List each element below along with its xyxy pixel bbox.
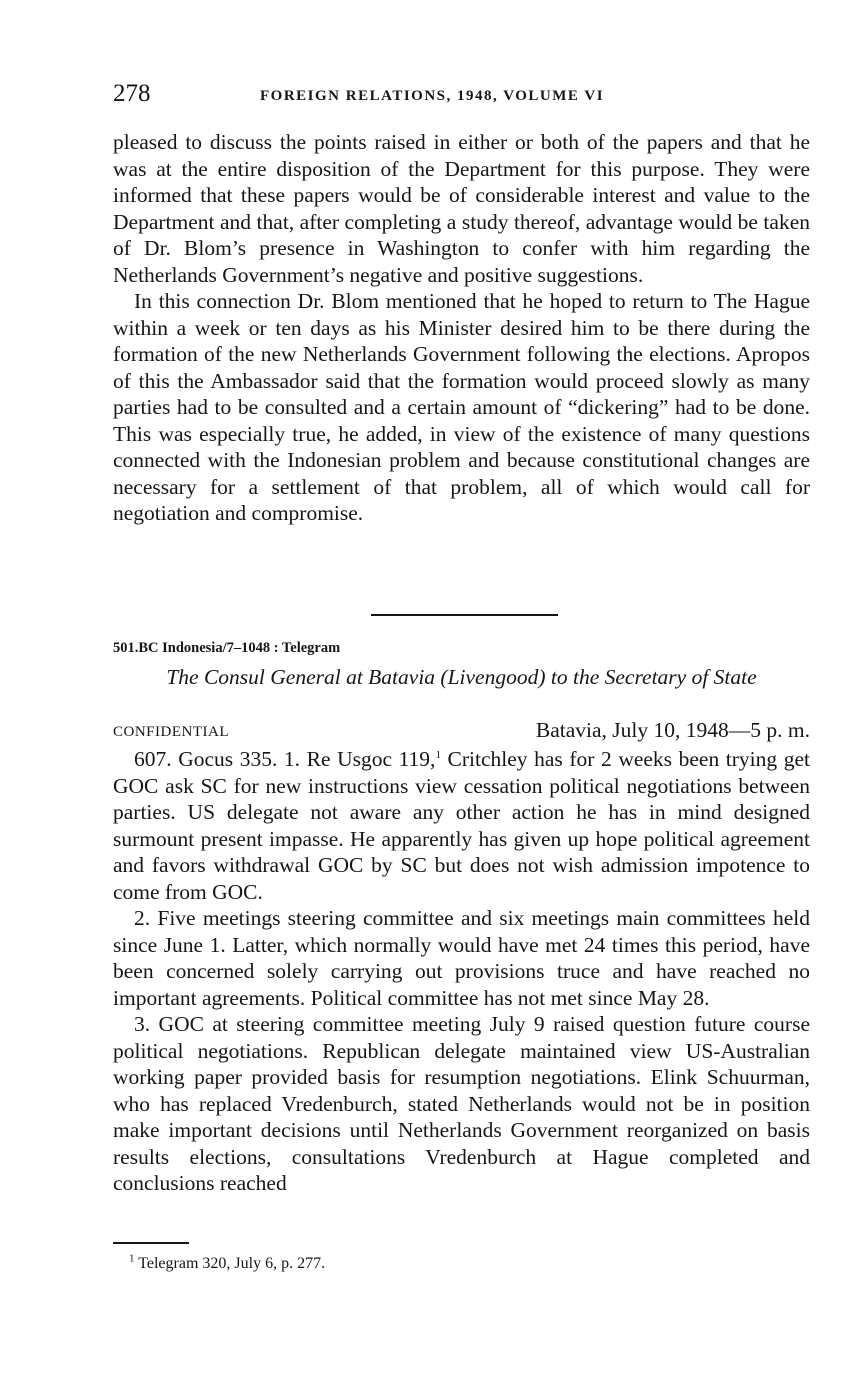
paragraph: In this connection Dr. Blom mentioned that he hoped to return to The Hague within a week or ten days as his Minister desired him to be there during the formation of the new Netherlands Government following the elections. Apropos of this the Ambassador said that the formation would proceed slowly as many parties had to be consulted and a certain amount of “dickering” had to be done. This was especially true, he added, in view of the existence of many questions connected with the Indonesian problem and because constitutional changes are necessary for a settlement of that problem, all of which would call for negotiation and compromise. [113,289,810,525]
dateline: Batavia, July 10, 1948—5 p. m. [535,718,810,742]
footnote [129,1252,326,1273]
document-title: The Consul General at Batavia (Livengood) to the Secretary of State [166,665,757,689]
section-divider [371,614,558,616]
running-head: FOREIGN RELATIONS, 1948, VOLUME VI [260,88,605,104]
body-text-continued [113,129,810,527]
footnote-text: Telegram 320, July 6, p. 277. [134,1255,326,1272]
paragraph-text: Critchley has for 2 weeks been trying get GOC ask SC for new instructions view cessation political negotiations between parties. US delegate not aware any other action he has in mind designed surmount present impasse. He apparently has given up hope political agreement and favors withdrawal GOC by SC but does not wish admission impotence to come from GOC. [113,747,810,904]
classification-line [113,718,810,744]
page-header [113,80,810,114]
footnote-marker: 1 [129,1252,135,1265]
paragraph: 3. GOC at steering committee meeting July 9 raised question future course political negotiations. Republican delegate maintained view US-Australian working paper provided basis for resumption negotiations. Elink Schuurman, who has replaced Vredenburch, stated Netherlands would not be in position make important decisions until Netherlands Government reorganized on basis results elections, consultations Vredenburch at Hague completed and conclusions reached [113,1012,810,1195]
classification-label: CONFIDENTIAL [113,724,229,740]
paragraph: 2. Five meetings steering committee and six meetings main committees held since June 1. Latter, which normally would have met 24 times this period, have been concerned solely carrying out provisions truce and have reached no important agreements. Political committee has not met since May 28. [113,906,810,1010]
telegram-body [113,746,810,1197]
footnote-divider [113,1242,189,1244]
paragraph [113,746,810,905]
paragraph-text: 607. Gocus 335. 1. Re Usgoc 119, [134,747,436,771]
paragraph: pleased to discuss the points raised in either or both of the papers and that he was at the entire disposition of the Department for this purpose. They were informed that these papers would be of considerable interest and value to the Department and that, after completing a study thereof, advantage would be taken of Dr. Blom’s presence in Washington to confer with him regarding the Netherlands Government’s negative and positive suggestions. [113,130,810,287]
document-file-id: 501.BC Indonesia/7–1048 : Telegram [113,640,341,656]
footnote-reference: 1 [435,748,441,761]
page-number: 278 [113,80,151,107]
